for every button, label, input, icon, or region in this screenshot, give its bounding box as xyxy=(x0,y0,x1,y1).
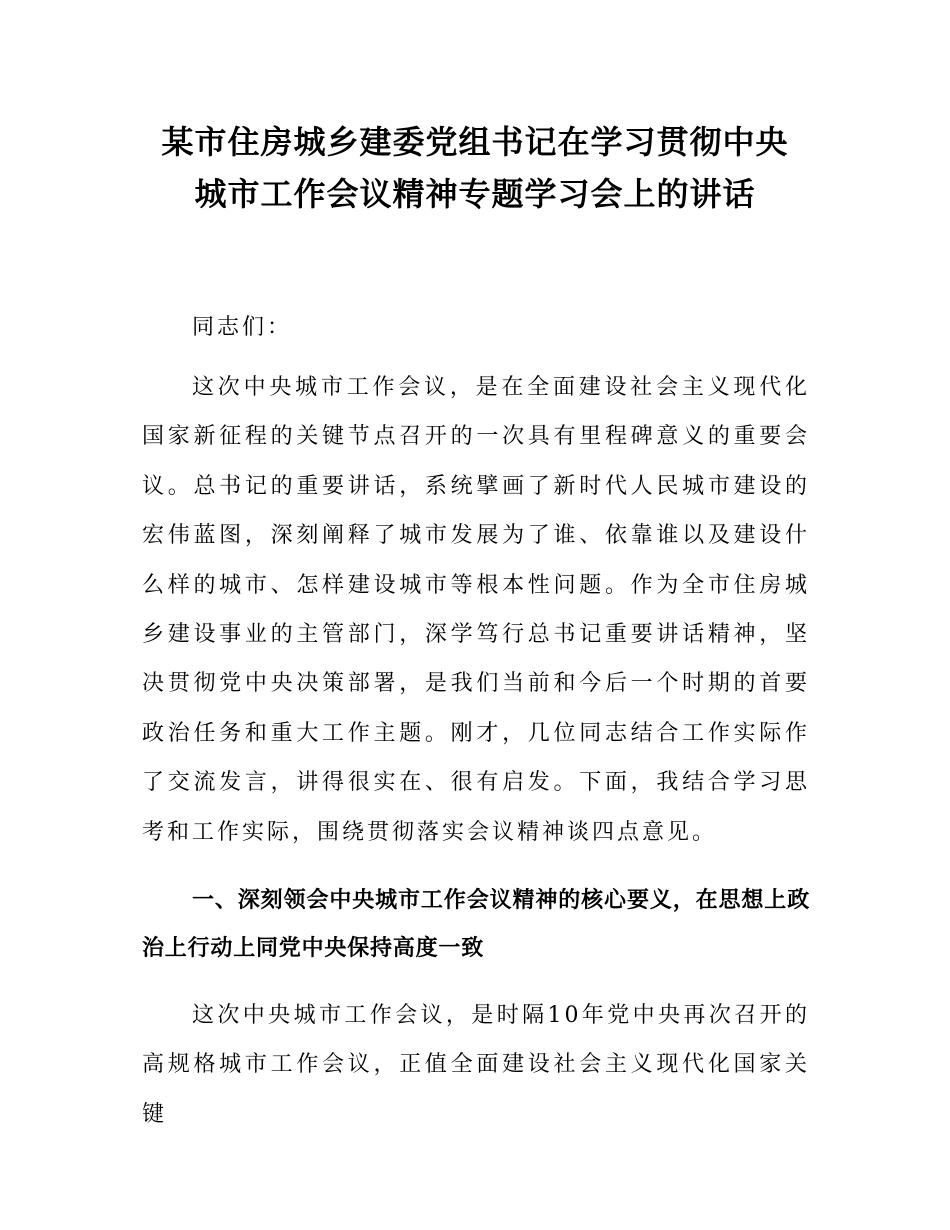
body-paragraph-2: 这次中央城市工作会议，是时隔10年党中央再次召开的高规格城市工作会议，正值全面建设社会主义现代化国家关键 xyxy=(142,1003,810,1127)
document-title-line-2: 城市工作会议精神专题学习会上的讲话 xyxy=(194,175,756,213)
salutation: 同志们： xyxy=(192,315,293,340)
document-title-line-1: 某市住房城乡建委党组书记在学习贯彻中央 xyxy=(161,123,789,161)
body-paragraph-1: 这次中央城市工作会议，是在全面建设社会主义现代化国家新征程的关键节点召开的一次具有里程碑意义的重要会议。总书记的重要讲话，系统擘画了新时代人民城市建设的宏伟蓝图，深刻阐释了城市发展为了谁、依靠谁以及建设什么样的城市、怎样建设城市等根本性问题。作为全市住房城乡建设事业的主管部门，深学笃行总书记重要讲话精神，坚决贯彻党中央决策部署，是我们当前和今后一个时期的首要政治任务和重大工作主题。刚才，几位同志结合工作实际作了交流发言，讲得很实在、很有启发。下面，我结合学习思考和工作实际，围绕贯彻落实会议精神谈四点意见。 xyxy=(142,375,810,845)
section-heading-1: 一、深刻领会中央城市工作会议精神的核心要义，在思想上政治上行动上同党中央保持高度一致 xyxy=(142,888,810,961)
